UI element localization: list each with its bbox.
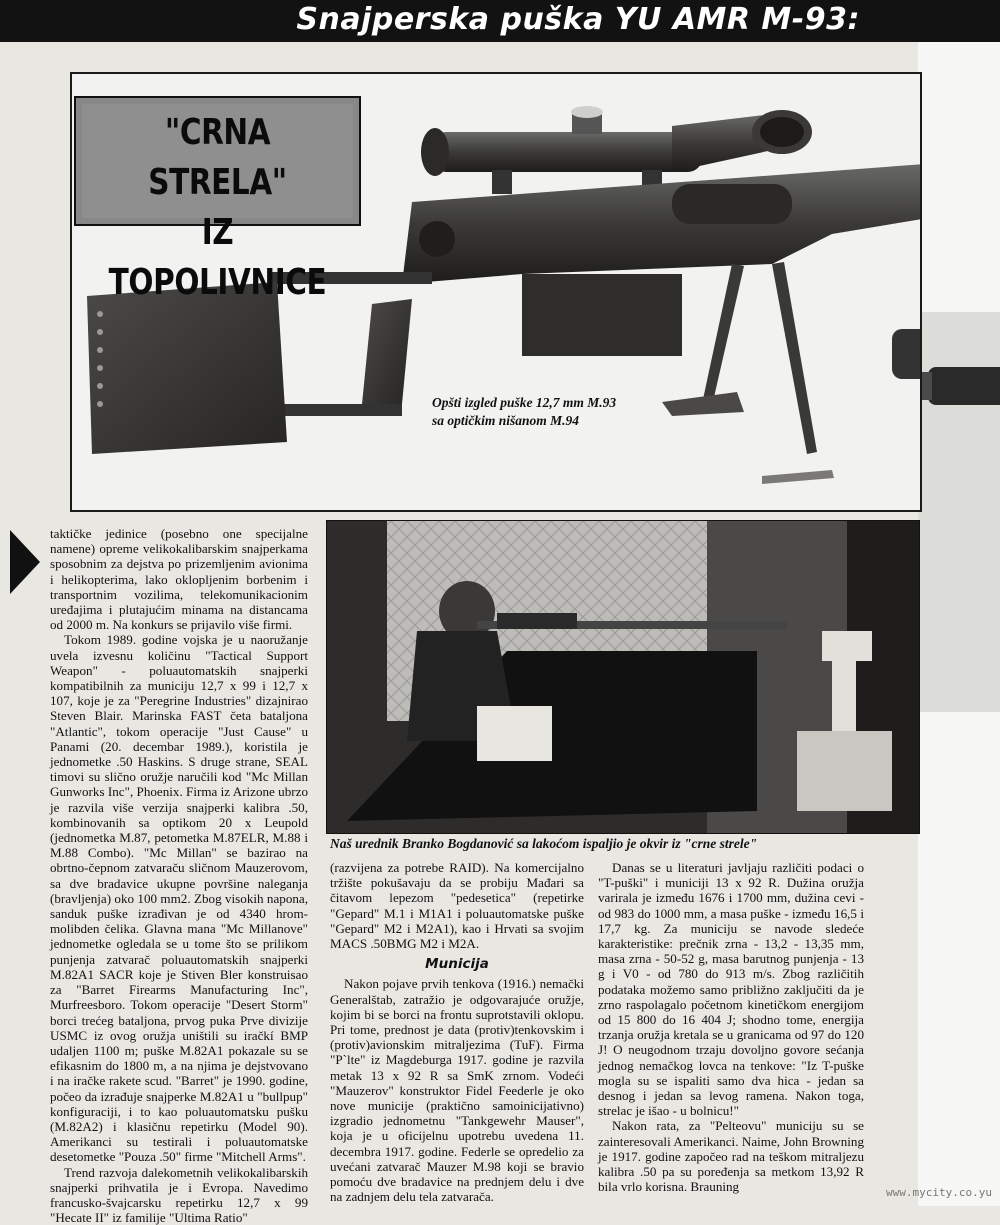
col2-paragraph-1: (razvijena za potrebe RAID). Na komercijalno tržište pokušavaju da se probiju Mađari sa čitavom lepezom "pedesetica" (repetirke "Gepard" M.1 i M1A1 i poluautomatske puške "Gepard" M2 i M2A1), kao i Hrvati sa svojim MACS .50BMG M2 i M2A.: [330, 860, 584, 952]
headline-line-2: IZ TOPOLIVNICE: [108, 212, 327, 303]
col1-paragraph-1: taktičke jedinice (posebno one specijalne namene) opreme velikokalibarskim snajperkama sposobnim za dejstva po prizemljenim avionima i helikopterima, lako oklopljenim borbenim i transportnim vozilima, telekomunikacionim uređajima i plutajućim minama na distancama od 2000 m. Na konkurs se prijavilo više firmi.: [50, 526, 308, 633]
header-bar: [0, 0, 1000, 42]
headline-panel: [82, 104, 353, 303]
shooting-photo: [326, 520, 920, 834]
continuation-arrow-icon: [10, 530, 40, 594]
rifle-caption-line-1: Opšti izgled puške 12,7 mm M.93: [432, 395, 617, 410]
next-page-strip: [918, 42, 1000, 1206]
shooting-photo-caption: Naš urednik Branko Bogdanović sa lakoćom ispaljio je okvir iz "crne strele": [330, 836, 758, 851]
col3-paragraph-1: Danas se u literaturi javljaju različiti podaci o "T-puški" i municiji 13 x 92 R. Dužina oružja varirala je između 1676 i 1700 mm, dužina cevi - od 983 do 1000 mm, a masa puške - između 16,5 i 17,7 kg. Za municiju se navode sledeće karakteristike: prečnik zrna - 13,2 - 13,35 mm, masa zrna - 50-52 g, masa barutnog punjenja - 13 g i V0 - od 780 do 913 m/s. Zbog različitih podataka možemo samo približno zaključiti da je zrno raspolagalo početnom kinetičkom energijom od 15 800 do 16 404 J; shodno tome, energija trzanja oružja kretala se u granicama od 97 do 120 J! O neugodnom trzaju dovoljno govore sećanja jednog nemačkog lovca na tenkove: "Iz T-puške mogla su se ispaliti samo dva hica - jedan sa desnog i jedan sa levog ramena. Nakon toga, strelac je išao - u bolnicu!": [598, 860, 864, 1119]
article-column-2: [330, 860, 584, 1204]
col3-paragraph-2: Nakon rata, za "Pelteovu" municiju su se zainteresovali Amerikanci. Naime, John Browning je 1917. godine započeo rad na teškom mitraljezu kalibra .50 pa su poređenja sa metkom 13,92 R bila vrlo korisna. Brauning: [598, 1118, 864, 1195]
next-page-photo-fragment: [918, 312, 1000, 712]
article-column-1: [50, 526, 308, 1225]
col1-paragraph-2: Tokom 1989. godine vojska je u naoružanje uvela izvesnu količinu "Tactical Support Weapon" - poluautomatskih snajperki kompatibilnih za municiju 12,7 x 99 i 12,7 x 107, koje je za "Peregrine Industries" dizajnirao Steven Blair. Marinska FAST četa bataljona "Atlantic", tokom operacije "Just Cause" u Panami (20. decembar 1989.), koristila je jednometke .50 Haskins. S druge strane, SEAL timovi su slično oružje naručili kod "Mc Millan Gunworks Inc", Phoenix. Firma iz Arizone ubrzo je razvila više verzija snajperki kalibra .50, kombinovanih sa optikom 20 x Leupold (jednometka M.87, petometka M.87ELR, M.88 i M.88 Combo). "Mc Millan" se bazirao na obrtno-čepnom zatvaraču sličnom Mauzerovom, sa dve bradavice ukupne površine naleganja (bravljenja) oko 100 mm2. Zbog visokih napona, sanduk puške izrađivan je od 4340 hrom-molibden čelika. Glavna mana "Mc Millanove" jednometke ogledala se u tome što se prilikom punjenja zatvarač poluautomatskih snajperki M.82A1 SACR koje je Stiven Bler konstruisao za "Barret Firearms Manufacturing Inc", Murfreesboro. Tokom operacije "Desert Storm" borci trećeg bataljona, prvog puka Prve divizije USMC iz ovog oružja uništili su iračkí BMP udaljen 1100 m; puške M.82A1 pokazale su se efikasnim do 1800 m, a na njima je dejstvovano i na iračke rakete scud. "Barret" je 1990. godine, počeo da izrađuje snajperke M.82A1 u "bullpup" konfiguraciji, i to kao poluautomatsku pušku (M.82A2) i klasičnu repetirku (Model 90). Amerikanci su testirali i poluautomatske desetometke "Pouza .50" firme "Mitchell Arms".: [50, 632, 308, 1165]
rifle-photo-caption: [432, 394, 632, 430]
shooting-scene-illustration: [327, 521, 919, 833]
article-column-3: [598, 860, 864, 1194]
page-title: Snajperska puška YU AMR M-93:: [296, 2, 860, 37]
watermark: www.mycity.co.yu: [886, 1186, 992, 1199]
rifle-photo: [70, 72, 922, 512]
col1-paragraph-3: Trend razvoja dalekometnih velikokalibarskih snajperki prihvatila je i Evropa. Navedimo francusko-švajcarsku repetirku 12,7 x 99 "Hecate II" iz familije "Ultima Ratio": [50, 1164, 308, 1225]
section-heading-municija: Municija: [425, 956, 489, 973]
headline-line-1: "CRNA STRELA": [148, 112, 287, 203]
col2-paragraph-2: Nakon pojave prvih tenkova (1916.) nemački Generalštab, zatražio je odgovarajuće oružje, kojim bi se borci na frontu suprotstavili oklopu. Pri tome, prednost je data (protiv)tenkovskim i (protiv)avionskim mitraljezima (TuF). Firma "P`lte" iz Magdeburga 1917. godine je razvila metak 13 x 92 R sa SmK zrnom. Vodeći "Mauzerov" konstruktor Fidel Feederle je oko nove municije (praktično samoinicijativno) izgradio jednometnu "Tankgewehr Mauser", koja je u oficijelnu upotrebu uvedena 11. decembra 1917. godine. Federle se opredelio za uvećani zatvarač Mauzer M.98 koji se bravio pomoću dve bradavice na prednjem delu i dve na zadnjem delu tela zatvarača.: [330, 976, 584, 1205]
headline: [106, 108, 328, 308]
headline-box: [74, 96, 361, 303]
rifle-caption-line-2: sa optičkim nišanom M.94: [432, 413, 580, 428]
